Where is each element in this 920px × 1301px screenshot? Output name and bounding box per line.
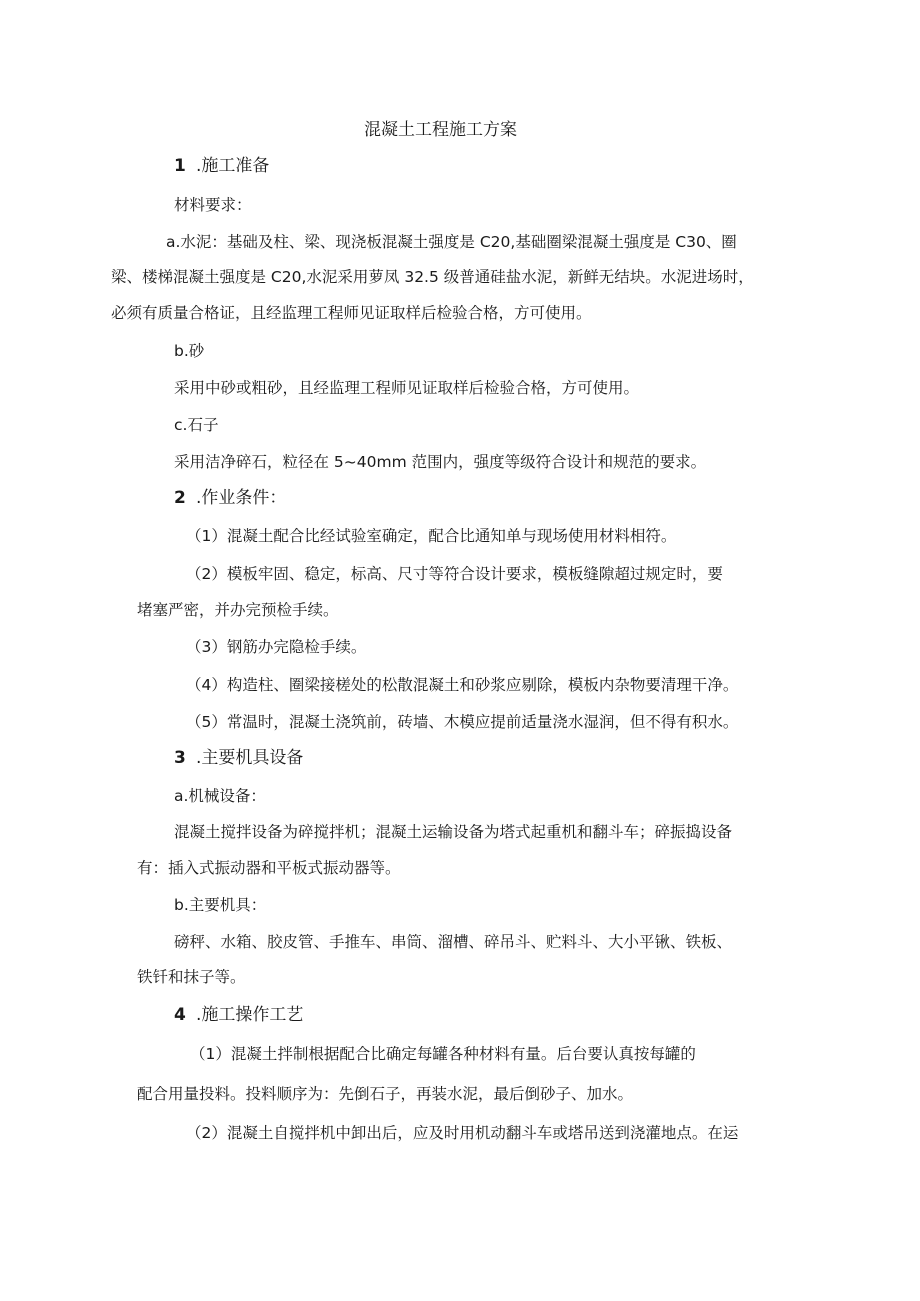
tools-text-1: 磅秤、水箱、胶皮管、手推车、串筒、溜槽、碎吊斗、贮料斗、大小平锹、铁板、: [174, 933, 733, 951]
section-title: .施工操作工艺: [196, 1005, 304, 1025]
section-title: .主要机具设备: [196, 748, 304, 768]
machinery-label: a.机械设备：: [174, 787, 266, 805]
section-4-heading: [174, 1004, 303, 1026]
machinery-text-2: 有：插入式振动器和平板式振动器等。: [137, 859, 401, 877]
section-2-heading: [174, 487, 286, 509]
section-title: .施工准备: [196, 156, 270, 176]
section-number: 1: [174, 156, 186, 176]
process-item-1-cont: 配合用量投料。投料顺序为：先倒石子，再装水泥，最后倒砂子、加水。: [137, 1085, 634, 1103]
condition-item-2-cont: 堵塞严密，并办完预检手续。: [137, 601, 339, 619]
condition-item-1: （1）混凝土配合比经试验室确定，配合比通知单与现场使用材料相符。: [186, 527, 677, 545]
condition-item-3: （3）钢筋办完隐检手续。: [186, 638, 367, 656]
section-number: 2: [174, 488, 186, 508]
cement-line-2: 梁、楼梯混凝土强度是 C20,水泥采用萝凤 32.5 级普通硅盐水泥，新鲜无结块。水泥进场时，: [111, 268, 754, 286]
tools-text-2: 铁钎和抹子等。: [137, 968, 246, 986]
stone-text: 采用洁净碎石，粒径在 5~40mm 范围内，强度等级符合设计和规范的要求。: [174, 453, 707, 471]
sand-label: b.砂: [174, 342, 205, 360]
cement-line-3: 必须有质量合格证，且经监理工程师见证取样后检验合格，方可使用。: [111, 304, 592, 322]
section-1-heading: [174, 155, 269, 177]
condition-item-2: （2）模板牢固、稳定，标高、尺寸等符合设计要求，模板缝隙超过规定时，要: [186, 565, 723, 583]
stone-label: c.石子: [174, 416, 219, 434]
condition-item-4: （4）构造柱、圈梁接槎处的松散混凝土和砂浆应剔除，模板内杂物要清理干净。: [186, 676, 739, 694]
cement-line-1: a.水泥：基础及柱、梁、现浇板混凝土强度是 C20,基础圈梁混凝土强度是 C30、圈: [166, 233, 737, 251]
machinery-text-1: 混凝土搅拌设备为碎搅拌机；混凝土运输设备为塔式起重机和翻斗车；碎振捣设备: [174, 823, 733, 841]
process-item-2: （2）混凝土自搅拌机中卸出后，应及时用机动翻斗车或塔吊送到浇灌地点。在运: [186, 1124, 739, 1142]
process-item-1: （1）混凝土拌制根据配合比确定每罐各种材料有量。后台要认真按每罐的: [190, 1045, 696, 1063]
tools-label: b.主要机具：: [174, 896, 267, 914]
document-title: 混凝土工程施工方案: [364, 120, 517, 140]
section-3-heading: [174, 747, 303, 769]
condition-item-5: （5）常温时，混凝土浇筑前，砖墙、木模应提前适量浇水湿润，但不得有积水。: [186, 713, 739, 731]
materials-label: 材料要求：: [174, 196, 252, 214]
section-title: .作业条件：: [196, 488, 287, 508]
section-number: 3: [174, 748, 186, 768]
section-number: 4: [174, 1005, 186, 1025]
sand-text: 采用中砂或粗砂，且经监理工程师见证取样后检验合格，方可使用。: [174, 379, 640, 397]
